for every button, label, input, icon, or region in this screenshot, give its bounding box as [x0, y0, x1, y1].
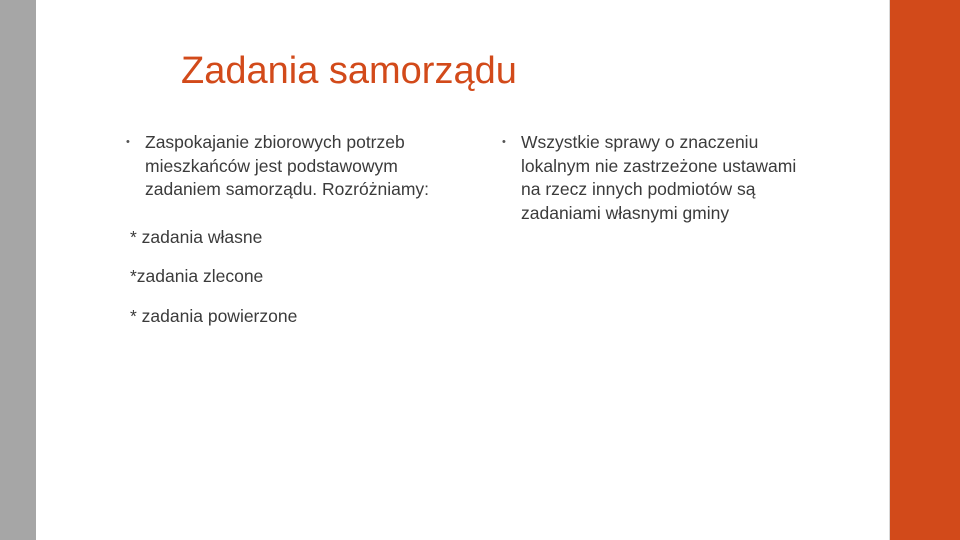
- task-type-line: *zadania zlecone: [130, 266, 264, 286]
- right-decorative-band: [889, 0, 960, 540]
- task-type-line: * zadania własne: [130, 226, 263, 247]
- bullet-icon: •: [126, 136, 130, 148]
- left-bullet-text: Zaspokajanie zbiorowych potrzeb mieszkańców jest podstawowym zadaniem samorządu. Rozróżniamy:: [145, 132, 430, 199]
- left-bullet-item: [126, 131, 466, 202]
- right-bullet-text: Wszystkie sprawy o znaczeniu lokalnym nie zastrzeżone ustawami na rzecz innych podmiotów są zadaniami własnymi gminy: [521, 132, 797, 223]
- task-type-line: * zadania powierzone: [130, 305, 298, 326]
- right-bullet-item: [502, 131, 802, 225]
- bullet-icon: •: [502, 136, 506, 148]
- left-column: [126, 131, 466, 328]
- slide-title: Zadania samorządu: [181, 50, 517, 92]
- right-column: [502, 131, 802, 225]
- right-band-divider: [889, 0, 890, 540]
- left-decorative-band: [0, 0, 36, 540]
